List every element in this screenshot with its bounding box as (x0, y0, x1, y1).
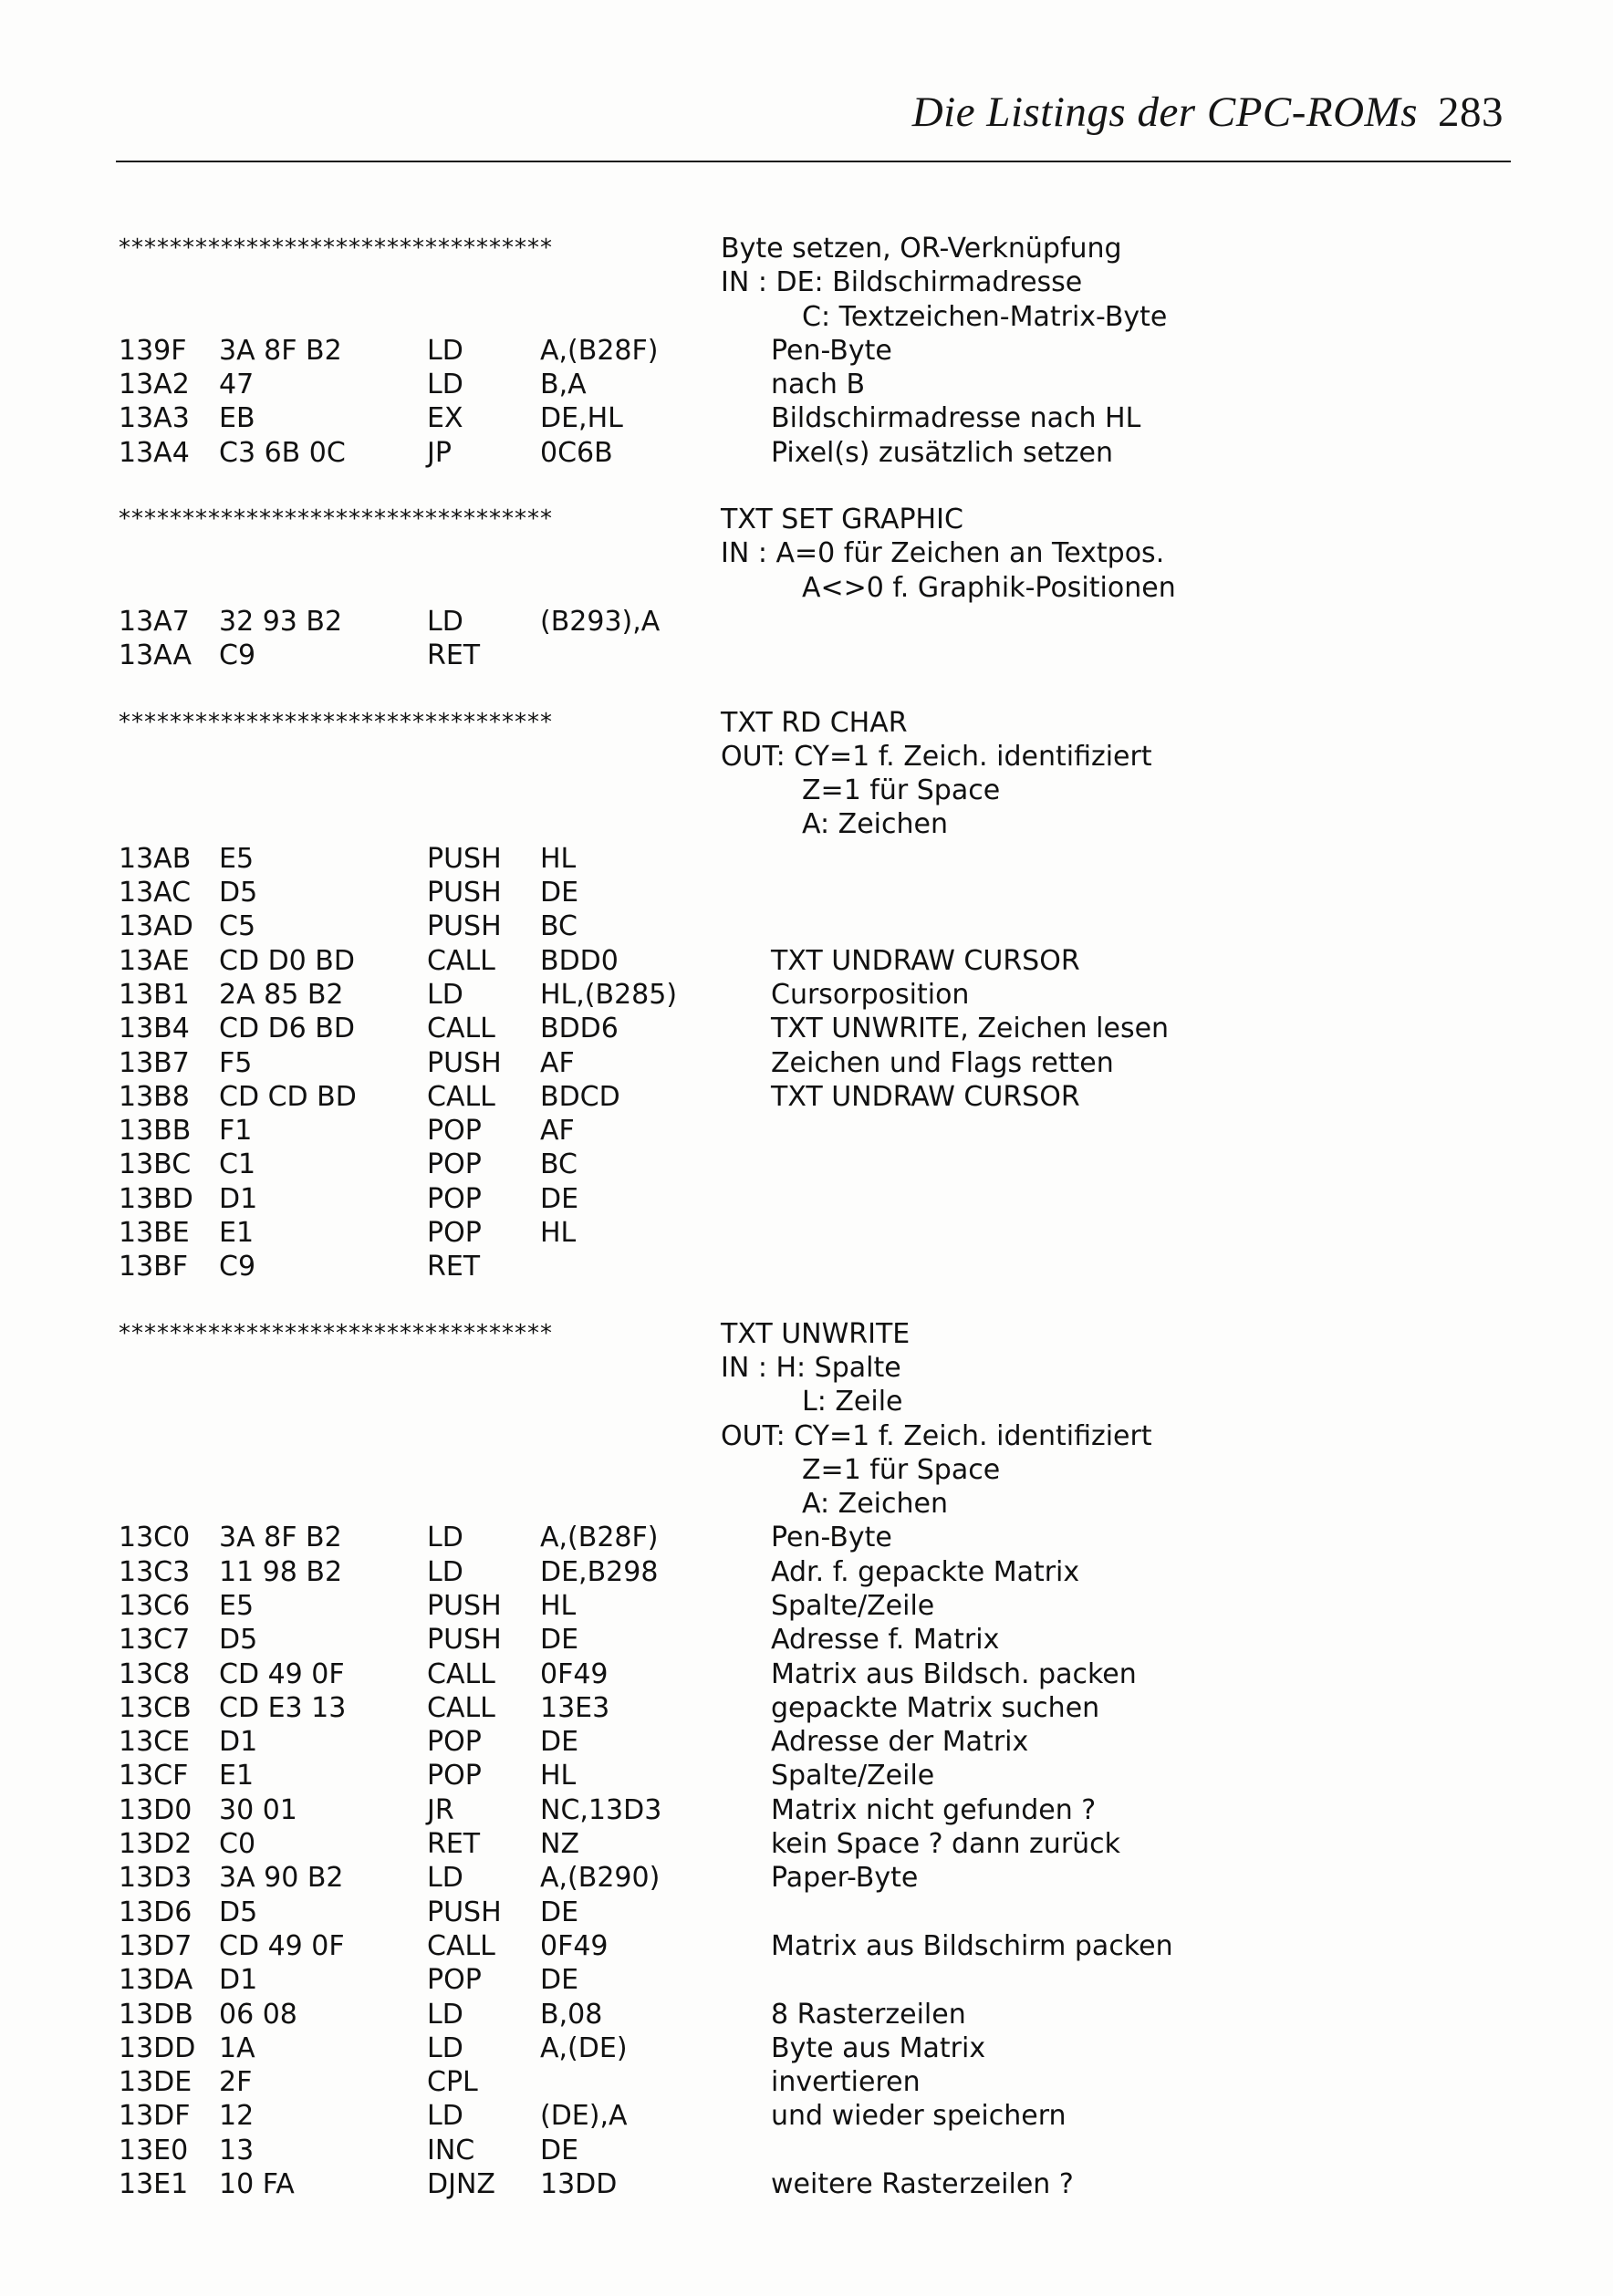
header-rule (116, 161, 1511, 162)
code-bytes: C5 (219, 910, 256, 943)
code-operand: 0F49 (540, 1657, 609, 1690)
code-bytes: C9 (219, 639, 256, 672)
code-address: 13AD (119, 910, 193, 943)
code-line (119, 1793, 1542, 1827)
code-comment: Pixel(s) zusätzlich setzen (771, 436, 1114, 469)
code-bytes: 3A 8F B2 (219, 334, 342, 367)
block-gap (119, 470, 1542, 503)
code-bytes: CD 49 0F (219, 1657, 345, 1690)
code-bytes: 2A 85 B2 (219, 978, 344, 1011)
code-bytes: E5 (219, 1589, 255, 1622)
code-line (119, 1080, 1542, 1114)
code-operand: HL (540, 1217, 577, 1250)
block-note: OUT: CY=1 f. Zeich. identifiziert (721, 740, 1152, 773)
code-operand: B,A (540, 369, 587, 401)
code-mnemonic: RET (427, 639, 481, 672)
code-line (119, 944, 1542, 978)
code-address: 13C3 (119, 1555, 191, 1588)
code-address: 13B4 (119, 1013, 190, 1045)
code-operand: HL (540, 842, 577, 875)
code-operand: DE (540, 1896, 579, 1928)
code-operand: DE (540, 1964, 579, 1997)
code-comment: Matrix aus Bildsch. packen (771, 1657, 1137, 1690)
code-bytes: 06 08 (219, 1998, 297, 2031)
code-comment: und wieder speichern (771, 2100, 1067, 2133)
code-line (119, 1182, 1542, 1216)
code-mnemonic: LD (427, 978, 463, 1011)
code-bytes: F5 (219, 1046, 253, 1079)
block-heading: TXT UNWRITE (721, 1317, 911, 1350)
code-bytes: E1 (219, 1760, 255, 1792)
code-comment: nach B (771, 369, 866, 401)
block-note-row (119, 571, 1542, 605)
code-comment: invertieren (771, 2066, 921, 2099)
code-mnemonic: LD (427, 1522, 463, 1554)
block-note: L: Zeile (802, 1386, 903, 1418)
code-mnemonic: PUSH (427, 1589, 502, 1622)
code-mnemonic: POP (427, 1760, 482, 1792)
code-address: 13C6 (119, 1589, 191, 1622)
code-mnemonic: POP (427, 1182, 482, 1215)
code-comment: Pen-Byte (771, 1522, 892, 1554)
code-comment: Paper-Byte (771, 1862, 919, 1895)
code-mnemonic: PUSH (427, 842, 502, 875)
code-comment: Adresse f. Matrix (771, 1624, 1000, 1657)
code-line (119, 1216, 1542, 1250)
code-bytes: EB (219, 402, 255, 435)
block-heading: Byte setzen, OR-Verknüpfung (721, 233, 1122, 265)
code-mnemonic: LD (427, 369, 463, 401)
separator-stars: ********************************** (119, 708, 553, 736)
code-mnemonic: LD (427, 1862, 463, 1895)
block-heading-row (119, 503, 1542, 536)
code-line (119, 1896, 1542, 1929)
code-comment: Pen-Byte (771, 334, 892, 367)
code-address: 13CE (119, 1726, 191, 1759)
code-operand: AF (540, 1115, 575, 1148)
code-line (119, 1521, 1542, 1554)
code-address: 13D7 (119, 1929, 193, 1962)
code-operand: BDCD (540, 1080, 620, 1113)
code-address: 13BF (119, 1251, 189, 1283)
code-line (119, 876, 1542, 909)
code-bytes: 30 01 (219, 1793, 297, 1826)
code-operand: BC (540, 1148, 578, 1181)
code-line (119, 436, 1542, 470)
code-operand: A,(B28F) (540, 334, 659, 367)
code-line (119, 2134, 1542, 2167)
code-line (119, 1012, 1542, 1045)
code-bytes: 13 (219, 2134, 255, 2166)
code-line (119, 639, 1542, 672)
running-header (912, 88, 1504, 137)
code-line (119, 1657, 1542, 1691)
code-bytes: 3A 8F B2 (219, 1522, 342, 1554)
separator-stars: ********************************** (119, 234, 553, 262)
separator-stars: ********************************** (119, 505, 553, 534)
code-address: 13D3 (119, 1862, 193, 1895)
code-comment: kein Space ? dann zurück (771, 1828, 1121, 1861)
code-address: 13B8 (119, 1080, 190, 1113)
code-line (119, 1759, 1542, 1792)
code-address: 13DE (119, 2066, 193, 2099)
code-address: 13A4 (119, 436, 190, 469)
code-bytes: D1 (219, 1964, 258, 1997)
code-comment: Cursorposition (771, 978, 970, 1011)
code-address: 13AE (119, 944, 190, 977)
block-note-row (119, 1385, 1542, 1418)
code-operand: DE (540, 1182, 579, 1215)
code-operand: A,(B290) (540, 1862, 661, 1895)
code-mnemonic: CALL (427, 944, 495, 977)
block-note: IN : H: Spalte (721, 1351, 901, 1384)
code-comment: Zeichen und Flags retten (771, 1046, 1114, 1079)
code-bytes: D5 (219, 1624, 258, 1657)
code-operand: DE (540, 1726, 579, 1759)
code-address: 13AB (119, 842, 192, 875)
code-address: 13B1 (119, 978, 190, 1011)
code-line (119, 2099, 1542, 2133)
block-note: IN : A=0 für Zeichen an Textpos. (721, 537, 1165, 570)
code-line (119, 1148, 1542, 1181)
block-note-row (119, 1419, 1542, 1453)
code-mnemonic: EX (427, 402, 463, 435)
code-operand: DE,HL (540, 402, 623, 435)
code-address: 13CF (119, 1760, 189, 1792)
code-operand: NZ (540, 1828, 579, 1861)
code-address: 13AC (119, 877, 192, 909)
block-note-row (119, 774, 1542, 807)
block-heading-row (119, 706, 1542, 740)
code-operand: 13E3 (540, 1691, 610, 1724)
code-bytes: 11 98 B2 (219, 1555, 343, 1588)
code-operand: HL (540, 1589, 577, 1622)
block-note: IN : DE: Bildschirmadresse (721, 266, 1083, 299)
code-address: 13D6 (119, 1896, 193, 1928)
code-mnemonic: LD (427, 605, 463, 638)
code-bytes: CD CD BD (219, 1080, 357, 1113)
code-mnemonic: POP (427, 1217, 482, 1250)
code-operand: A,(DE) (540, 2031, 628, 2064)
code-operand: A,(B28F) (540, 1522, 659, 1554)
code-mnemonic: LD (427, 1555, 463, 1588)
code-mnemonic: PUSH (427, 1624, 502, 1657)
code-mnemonic: DJNZ (427, 2168, 495, 2201)
code-address: 13DD (119, 2031, 196, 2064)
code-address: 13A3 (119, 402, 190, 435)
block-note-row (119, 265, 1542, 299)
code-line (119, 1827, 1542, 1861)
code-address: 13E1 (119, 2168, 189, 2201)
code-bytes: 2F (219, 2066, 253, 2099)
code-address: 13D0 (119, 1793, 193, 1826)
code-comment: Adr. f. gepackte Matrix (771, 1555, 1080, 1588)
code-line (119, 1691, 1542, 1725)
code-line (119, 1725, 1542, 1759)
code-address: 13C8 (119, 1657, 191, 1690)
code-bytes: 47 (219, 369, 255, 401)
code-bytes: 10 FA (219, 2168, 295, 2201)
code-address: 13CB (119, 1691, 192, 1724)
code-comment: Matrix aus Bildschirm packen (771, 1929, 1173, 1962)
code-operand: B,08 (540, 1998, 603, 2031)
block-note-row (119, 300, 1542, 334)
code-comment: Byte aus Matrix (771, 2031, 986, 2064)
code-line (119, 1623, 1542, 1657)
code-address: 13B7 (119, 1046, 190, 1079)
code-line (119, 1929, 1542, 1963)
block-gap (119, 673, 1542, 706)
code-mnemonic: RET (427, 1251, 481, 1283)
code-mnemonic: INC (427, 2134, 475, 2166)
code-operand: BDD0 (540, 944, 619, 977)
code-address: 13C0 (119, 1522, 191, 1554)
code-line (119, 909, 1542, 943)
code-bytes: 12 (219, 2100, 255, 2133)
code-operand: DE,B298 (540, 1555, 659, 1588)
block-note: OUT: CY=1 f. Zeich. identifiziert (721, 1419, 1152, 1452)
code-bytes: D5 (219, 877, 258, 909)
code-line (119, 2031, 1542, 2065)
block-note-row (119, 536, 1542, 570)
code-bytes: D5 (219, 1896, 258, 1928)
code-address: 13BD (119, 1182, 193, 1215)
code-line (119, 605, 1542, 639)
code-operand: AF (540, 1046, 575, 1079)
code-comment: Adresse der Matrix (771, 1726, 1029, 1759)
code-address: 13AA (119, 639, 193, 672)
code-address: 13BC (119, 1148, 192, 1181)
code-address: 13E0 (119, 2134, 189, 2166)
code-bytes: CD D6 BD (219, 1013, 355, 1045)
code-operand: (B293),A (540, 605, 661, 638)
code-mnemonic: CALL (427, 1929, 495, 1962)
code-mnemonic: LD (427, 2100, 463, 2133)
code-bytes: 32 93 B2 (219, 605, 343, 638)
code-bytes: C0 (219, 1828, 256, 1861)
block-heading: TXT SET GRAPHIC (721, 504, 963, 536)
code-address: 13D2 (119, 1828, 193, 1861)
code-bytes: CD E3 13 (219, 1691, 347, 1724)
code-bytes: D1 (219, 1726, 258, 1759)
block-note-row (119, 1453, 1542, 1487)
code-mnemonic: POP (427, 1148, 482, 1181)
code-bytes: F1 (219, 1115, 253, 1148)
block-heading-row (119, 232, 1542, 265)
code-address: 13A2 (119, 369, 190, 401)
code-bytes: CD D0 BD (219, 944, 355, 977)
code-bytes: E5 (219, 842, 255, 875)
code-mnemonic: POP (427, 1964, 482, 1997)
assembly-listing (119, 232, 1542, 2201)
code-comment: TXT UNDRAW CURSOR (771, 1080, 1080, 1113)
code-comment: TXT UNDRAW CURSOR (771, 944, 1080, 977)
block-note: A<>0 f. Graphik-Positionen (802, 571, 1176, 604)
code-mnemonic: LD (427, 2031, 463, 2064)
block-note-row (119, 1351, 1542, 1385)
code-address: 139F (119, 334, 187, 367)
code-address: 13BE (119, 1217, 190, 1250)
code-bytes: 3A 90 B2 (219, 1862, 344, 1895)
code-mnemonic: LD (427, 334, 463, 367)
code-line (119, 1998, 1542, 2031)
code-mnemonic: PUSH (427, 877, 502, 909)
code-bytes: D1 (219, 1182, 258, 1215)
page-number: 283 (1438, 88, 1504, 136)
block-note: C: Textzeichen-Matrix-Byte (802, 300, 1168, 333)
code-operand: HL (540, 1760, 577, 1792)
code-line (119, 842, 1542, 876)
code-mnemonic: JP (427, 436, 452, 469)
block-note-row (119, 1487, 1542, 1521)
code-address: 13DB (119, 1998, 193, 2031)
block-note-row (119, 807, 1542, 841)
code-line (119, 978, 1542, 1012)
code-mnemonic: RET (427, 1828, 481, 1861)
code-mnemonic: JR (427, 1793, 454, 1826)
block-heading-row (119, 1317, 1542, 1351)
code-mnemonic: POP (427, 1115, 482, 1148)
code-bytes: 1A (219, 2031, 255, 2064)
code-operand: DE (540, 2134, 579, 2166)
code-mnemonic: CALL (427, 1657, 495, 1690)
code-mnemonic: PUSH (427, 1046, 502, 1079)
code-comment: gepackte Matrix suchen (771, 1691, 1100, 1724)
block-note: Z=1 für Space (802, 774, 1001, 807)
code-line (119, 1555, 1542, 1589)
code-address: 13C7 (119, 1624, 191, 1657)
code-mnemonic: POP (427, 1726, 482, 1759)
code-bytes: C9 (219, 1251, 256, 1283)
code-operand: HL,(B285) (540, 978, 678, 1011)
code-bytes: CD 49 0F (219, 1929, 345, 1962)
code-mnemonic: LD (427, 1998, 463, 2031)
code-operand: BDD6 (540, 1013, 619, 1045)
code-comment: Bildschirmadresse nach HL (771, 402, 1141, 435)
code-operand: DE (540, 877, 579, 909)
code-line (119, 368, 1542, 401)
code-line (119, 1861, 1542, 1895)
code-mnemonic: CALL (427, 1013, 495, 1045)
code-line (119, 334, 1542, 368)
code-mnemonic: CALL (427, 1691, 495, 1724)
block-note-row (119, 740, 1542, 774)
code-line (119, 2167, 1542, 2201)
code-line (119, 1046, 1542, 1080)
code-comment: Matrix nicht gefunden ? (771, 1793, 1097, 1826)
code-comment: TXT UNWRITE, Zeichen lesen (771, 1013, 1170, 1045)
code-comment: Spalte/Zeile (771, 1589, 935, 1622)
code-address: 13BB (119, 1115, 192, 1148)
code-comment: Spalte/Zeile (771, 1760, 935, 1792)
code-mnemonic: CPL (427, 2066, 478, 2099)
code-bytes: E1 (219, 1217, 255, 1250)
code-operand: BC (540, 910, 578, 943)
separator-stars: ********************************** (119, 1319, 553, 1347)
code-address: 13A7 (119, 605, 190, 638)
code-address: 13DF (119, 2100, 191, 2133)
code-operand: 0C6B (540, 436, 613, 469)
code-operand: (DE),A (540, 2100, 628, 2133)
header-title: Die Listings der CPC-ROMs (911, 88, 1418, 136)
block-note: Z=1 für Space (802, 1453, 1001, 1486)
code-comment: 8 Rasterzeilen (771, 1998, 966, 2031)
code-line (119, 2065, 1542, 2099)
code-operand: NC,13D3 (540, 1793, 662, 1826)
code-address: 13DA (119, 1964, 193, 1997)
block-gap (119, 1284, 1542, 1317)
code-line (119, 1963, 1542, 1997)
code-bytes: C1 (219, 1148, 256, 1181)
block-note: A: Zeichen (802, 808, 948, 841)
code-mnemonic: CALL (427, 1080, 495, 1113)
code-line (119, 1589, 1542, 1623)
code-line (119, 401, 1542, 435)
code-line (119, 1114, 1542, 1148)
code-operand: 13DD (540, 2168, 618, 2201)
code-bytes: C3 6B 0C (219, 436, 346, 469)
block-note: A: Zeichen (802, 1488, 948, 1521)
code-mnemonic: PUSH (427, 1896, 502, 1928)
code-mnemonic: PUSH (427, 910, 502, 943)
block-heading: TXT RD CHAR (721, 706, 908, 739)
code-operand: 0F49 (540, 1929, 609, 1962)
code-line (119, 1250, 1542, 1283)
code-comment: weitere Rasterzeilen ? (771, 2168, 1074, 2201)
code-operand: DE (540, 1624, 579, 1657)
